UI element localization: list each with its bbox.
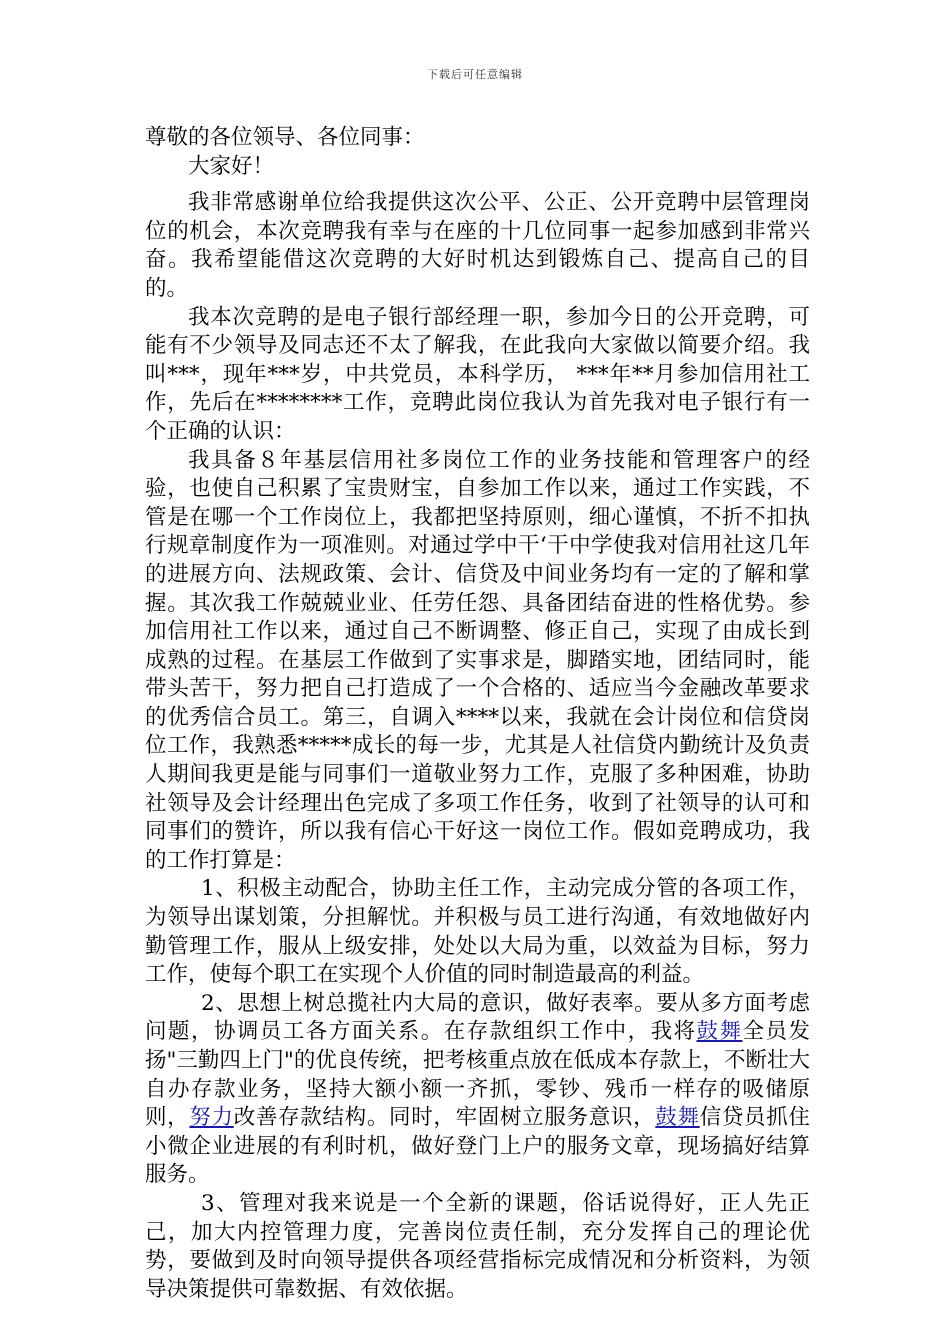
plan-item-2 — [145, 990, 810, 1190]
plan-item-2-text-b: 全员发扬"三勤四上门"的优良传统，把考核重点放在低成本存款上，不断壮大自办存款业务，坚持大额小额一齐抓，零钞、残币一样存的吸储原则， — [145, 1019, 810, 1131]
paragraph-self-introduction: 我本次竞聘的是电子银行部经理一职，参加今日的公开竞聘，可能有不少领导及同志还不太了解我，在此我向大家做以简要介绍。我叫***，现年***岁，中共党员，本科学历， ***年**月参加信用社工作，先后在********工作，竞聘此岗位我认为首先我对电子银行有一个正确的认识： — [145, 304, 810, 444]
paragraph-intro: 我非常感谢单位给我提供这次公平、公正、公开竞聘中层管理岗位的机会，本次竞聘我有幸与在座的十几位同事一起参加感到非常兴奋。我希望能借这次竞聘的大好时机达到锻炼自己、提高自己的目的。 — [145, 190, 810, 301]
link-effort[interactable]: 努力 — [189, 1105, 234, 1131]
salutation: 尊敬的各位领导、各位同事： — [145, 125, 425, 150]
link-encourage-1[interactable]: 鼓舞 — [696, 1019, 743, 1045]
link-encourage-2[interactable]: 鼓舞 — [655, 1105, 700, 1131]
plan-item-1: 1、积极主动配合，协助主任工作，主动完成分管的各项工作，为领导出谋划策，分担解忧。并积极与员工进行沟通，有效地做好内勤管理工作，服从上级安排，处处以大局为重，以效益为目标，努力工作，使每个职工在实现个人价值的同时制造最高的利益。 — [145, 876, 810, 988]
greeting: 大家好！ — [188, 153, 275, 179]
plan-item-2-text-a: 2、思想上树总揽社内大局的意识，做好表率。要从多方面考虑问题，协调员工各方面关系。在存款组织工作中，我将 — [145, 990, 810, 1045]
plan-item-2-text-c: 改善存款结构。同时，牢固树立服务意识， — [233, 1105, 656, 1131]
paragraph-experience: 我具备８年基层信用社多岗位工作的业务技能和管理客户的经验，也使自己积累了宝贵财宝，自参加工作以来，通过工作实践，不管是在哪一个工作岗位上，我都把坚持原则，细心谨慎，不折不扣执行规章制度作为一项准则。对通过学中干‘干中学使我对信用社这几年的进展方向、法规政策、会计、信贷及中间业务均有一定的了解和掌握。其次我工作兢兢业业、任劳任怨、具备团结奋进的性格优势。参加信用社工作以来，通过自己不断调整、修正自己，实现了由成长到成熟的过程。在基层工作做到了实事求是，脚踏实地，团结同时，能带头苦干，努力把自己打造成了一个合格的、适应当今金融改革要求的优秀信合员工。第三，自调入****以来，我就在会计岗位和信贷岗位工作，我熟悉*****成长的每一步，尤其是人社信贷内勤统计及负责人期间我更是能与同事们一道敬业努力工作，克服了多种困难，协助社领导及会计经理出色完成了多项工作任务，收到了社领导的认可和同事们的赞许，所以我有信心干好这一岗位工作。假如竞聘成功，我的工作打算是： — [145, 447, 810, 873]
plan-item-3: 3、管理对我来说是一个全新的课题，俗话说得好，正人先正己，加大内控管理力度，完善岗位责任制，充分发挥自己的理论优势，要做到及时向领导提供各项经营指标完成情况和分析资料，为领导决策提供可靠数据、有效依据。 — [145, 1190, 810, 1302]
plan-item-2-text-d: 信贷员抓住小微企业进展的有利时机，做好登门上户的服务文章，现场搞好结算服务。 — [145, 1105, 810, 1188]
page-header-note: 下载后可任意编辑 — [427, 68, 523, 81]
document-body — [145, 124, 810, 1304]
